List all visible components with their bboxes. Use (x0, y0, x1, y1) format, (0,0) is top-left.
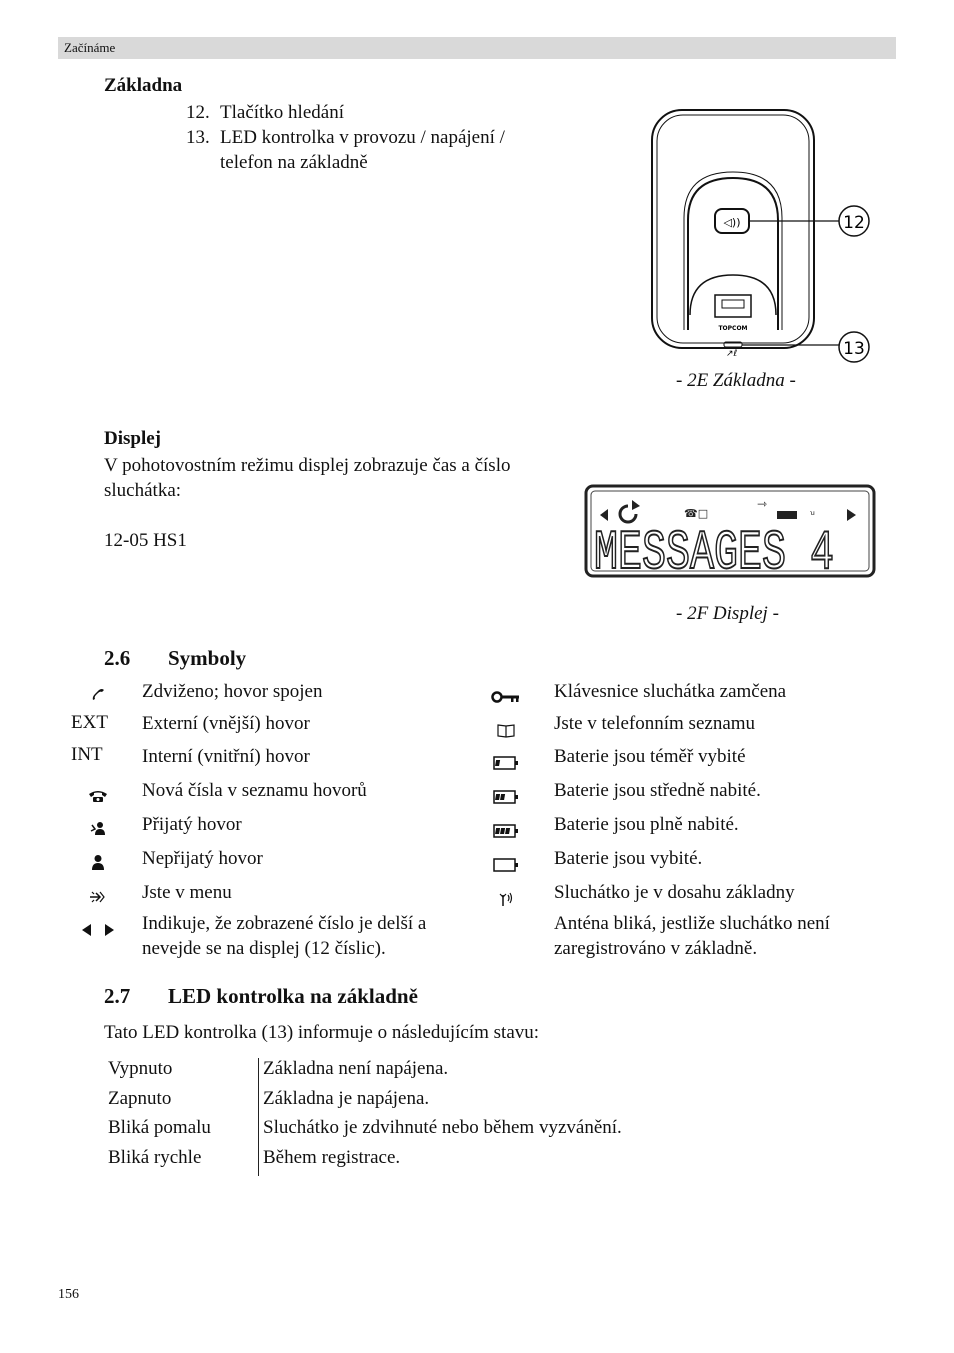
symbol-description: Zdviženo; hovor spojen (142, 681, 323, 702)
antenna-icon (486, 888, 526, 910)
symbol-description: Baterie jsou téměř vybité (554, 746, 746, 767)
section-number: 2.7 (104, 984, 131, 1008)
battery-full-icon (486, 820, 526, 842)
received-call-icon (78, 817, 118, 839)
led-state: Bliká pomalu (108, 1117, 211, 1138)
lcd-phone-book-icons: ☎□ (684, 507, 709, 520)
display-heading: Displej (104, 428, 161, 449)
lcd-left-arrow-icon (600, 509, 608, 521)
brand-logo: TOPCOM (718, 325, 748, 332)
callout-12: 12 (843, 213, 865, 233)
led-state: Zapnuto (108, 1088, 172, 1109)
symbol-description: Interní (vnitřní) hovor (142, 746, 310, 767)
led-state: Bliká rychle (108, 1147, 202, 1168)
section-title: LED kontrolka na základně (168, 984, 418, 1008)
telephone-icon (78, 785, 118, 807)
page-number: 156 (58, 1287, 79, 1302)
lcd-text: MESSAGES 4 (594, 521, 834, 585)
lcd-right-arrow-icon (847, 509, 856, 521)
base-item-num: 12. (186, 102, 210, 123)
menu-enter-icon (78, 886, 118, 908)
callout-13: 13 (843, 339, 865, 359)
phone-handset-icon (78, 684, 118, 706)
ext-label: EXT (71, 712, 108, 733)
svg-text:↗ℓ: ↗ℓ (726, 349, 738, 359)
symbol-description: Nová čísla v seznamu hovorů (142, 780, 367, 801)
running-header: Začínáme (64, 40, 116, 55)
missed-call-icon (78, 851, 118, 873)
symbol-description: Nepřijatý hovor (142, 848, 263, 869)
symbol-description: Jste v menu (142, 882, 232, 903)
base-item-text: Tlačítko hledání (220, 102, 344, 123)
display-example: 12-05 HS1 (104, 530, 187, 551)
base-item-text: LED kontrolka v provozu / napájení / (220, 127, 505, 148)
svg-text:◁)): ◁)) (723, 216, 741, 229)
symbol-description: Externí (vnější) hovor (142, 713, 310, 734)
symbol-description: Baterie jsou plně nabité. (554, 814, 739, 835)
battery-low-icon (486, 752, 526, 774)
led-meaning: Základna není napájena. (263, 1058, 449, 1079)
lcd-menu-icon: ⇾ (757, 497, 768, 511)
base-item-num: 13. (186, 127, 210, 148)
led-meaning: Sluchátko je zdvihnuté nebo během vyzvánění. (263, 1117, 622, 1138)
book-icon (486, 719, 526, 741)
symbol-description: Přijatý hovor (142, 814, 242, 835)
figure-caption-2e: - 2E Základna - (676, 370, 796, 391)
display-text: V pohotovostním režimu displej zobrazuje čas a číslo (104, 455, 511, 476)
symbol-description: Baterie jsou středně nabité. (554, 780, 761, 801)
symbol-description: Baterie jsou vybité. (554, 848, 703, 869)
base-item-text: telefon na základně (220, 152, 368, 173)
section-number: 2.6 (104, 646, 131, 670)
lcd-display-illustration (584, 484, 878, 585)
battery-medium-icon (486, 786, 526, 808)
lcd-antenna-icon: ꭟ (810, 508, 815, 521)
lcd-battery-icon (777, 511, 797, 519)
base-station-illustration (640, 100, 880, 370)
key-icon (486, 686, 526, 708)
base-heading: Základna (104, 75, 183, 96)
symbol-description: Sluchátko je v dosahu základny (554, 882, 795, 903)
section-title: Symboly (168, 646, 247, 670)
header-bar (58, 37, 896, 59)
display-text: sluchátka: (104, 480, 182, 501)
symbol-description: Indikuje, že zobrazené číslo je delší a (142, 913, 427, 934)
led-meaning: Základna je napájena. (263, 1088, 430, 1109)
symbol-description: Anténa bliká, jestliže sluchátko není (554, 913, 830, 934)
led-meaning: Během registrace. (263, 1147, 401, 1168)
left-right-arrows-icon (78, 919, 118, 941)
led-state: Vypnuto (108, 1058, 173, 1079)
battery-empty-icon (486, 854, 526, 876)
symbol-description: Jste v telefonním seznamu (554, 713, 756, 734)
symbol-description: Klávesnice sluchátka zamčena (554, 681, 787, 702)
led-intro: Tato LED kontrolka (13) informuje o následujícím stavu: (104, 1022, 540, 1043)
symbol-description: zaregistrováno v základně. (554, 938, 758, 959)
figure-caption-2f: - 2F Displej - (676, 603, 779, 624)
symbol-description: nevejde se na displej (12 číslic). (142, 938, 386, 959)
led-table-divider (258, 1058, 259, 1176)
int-label: INT (71, 744, 103, 765)
